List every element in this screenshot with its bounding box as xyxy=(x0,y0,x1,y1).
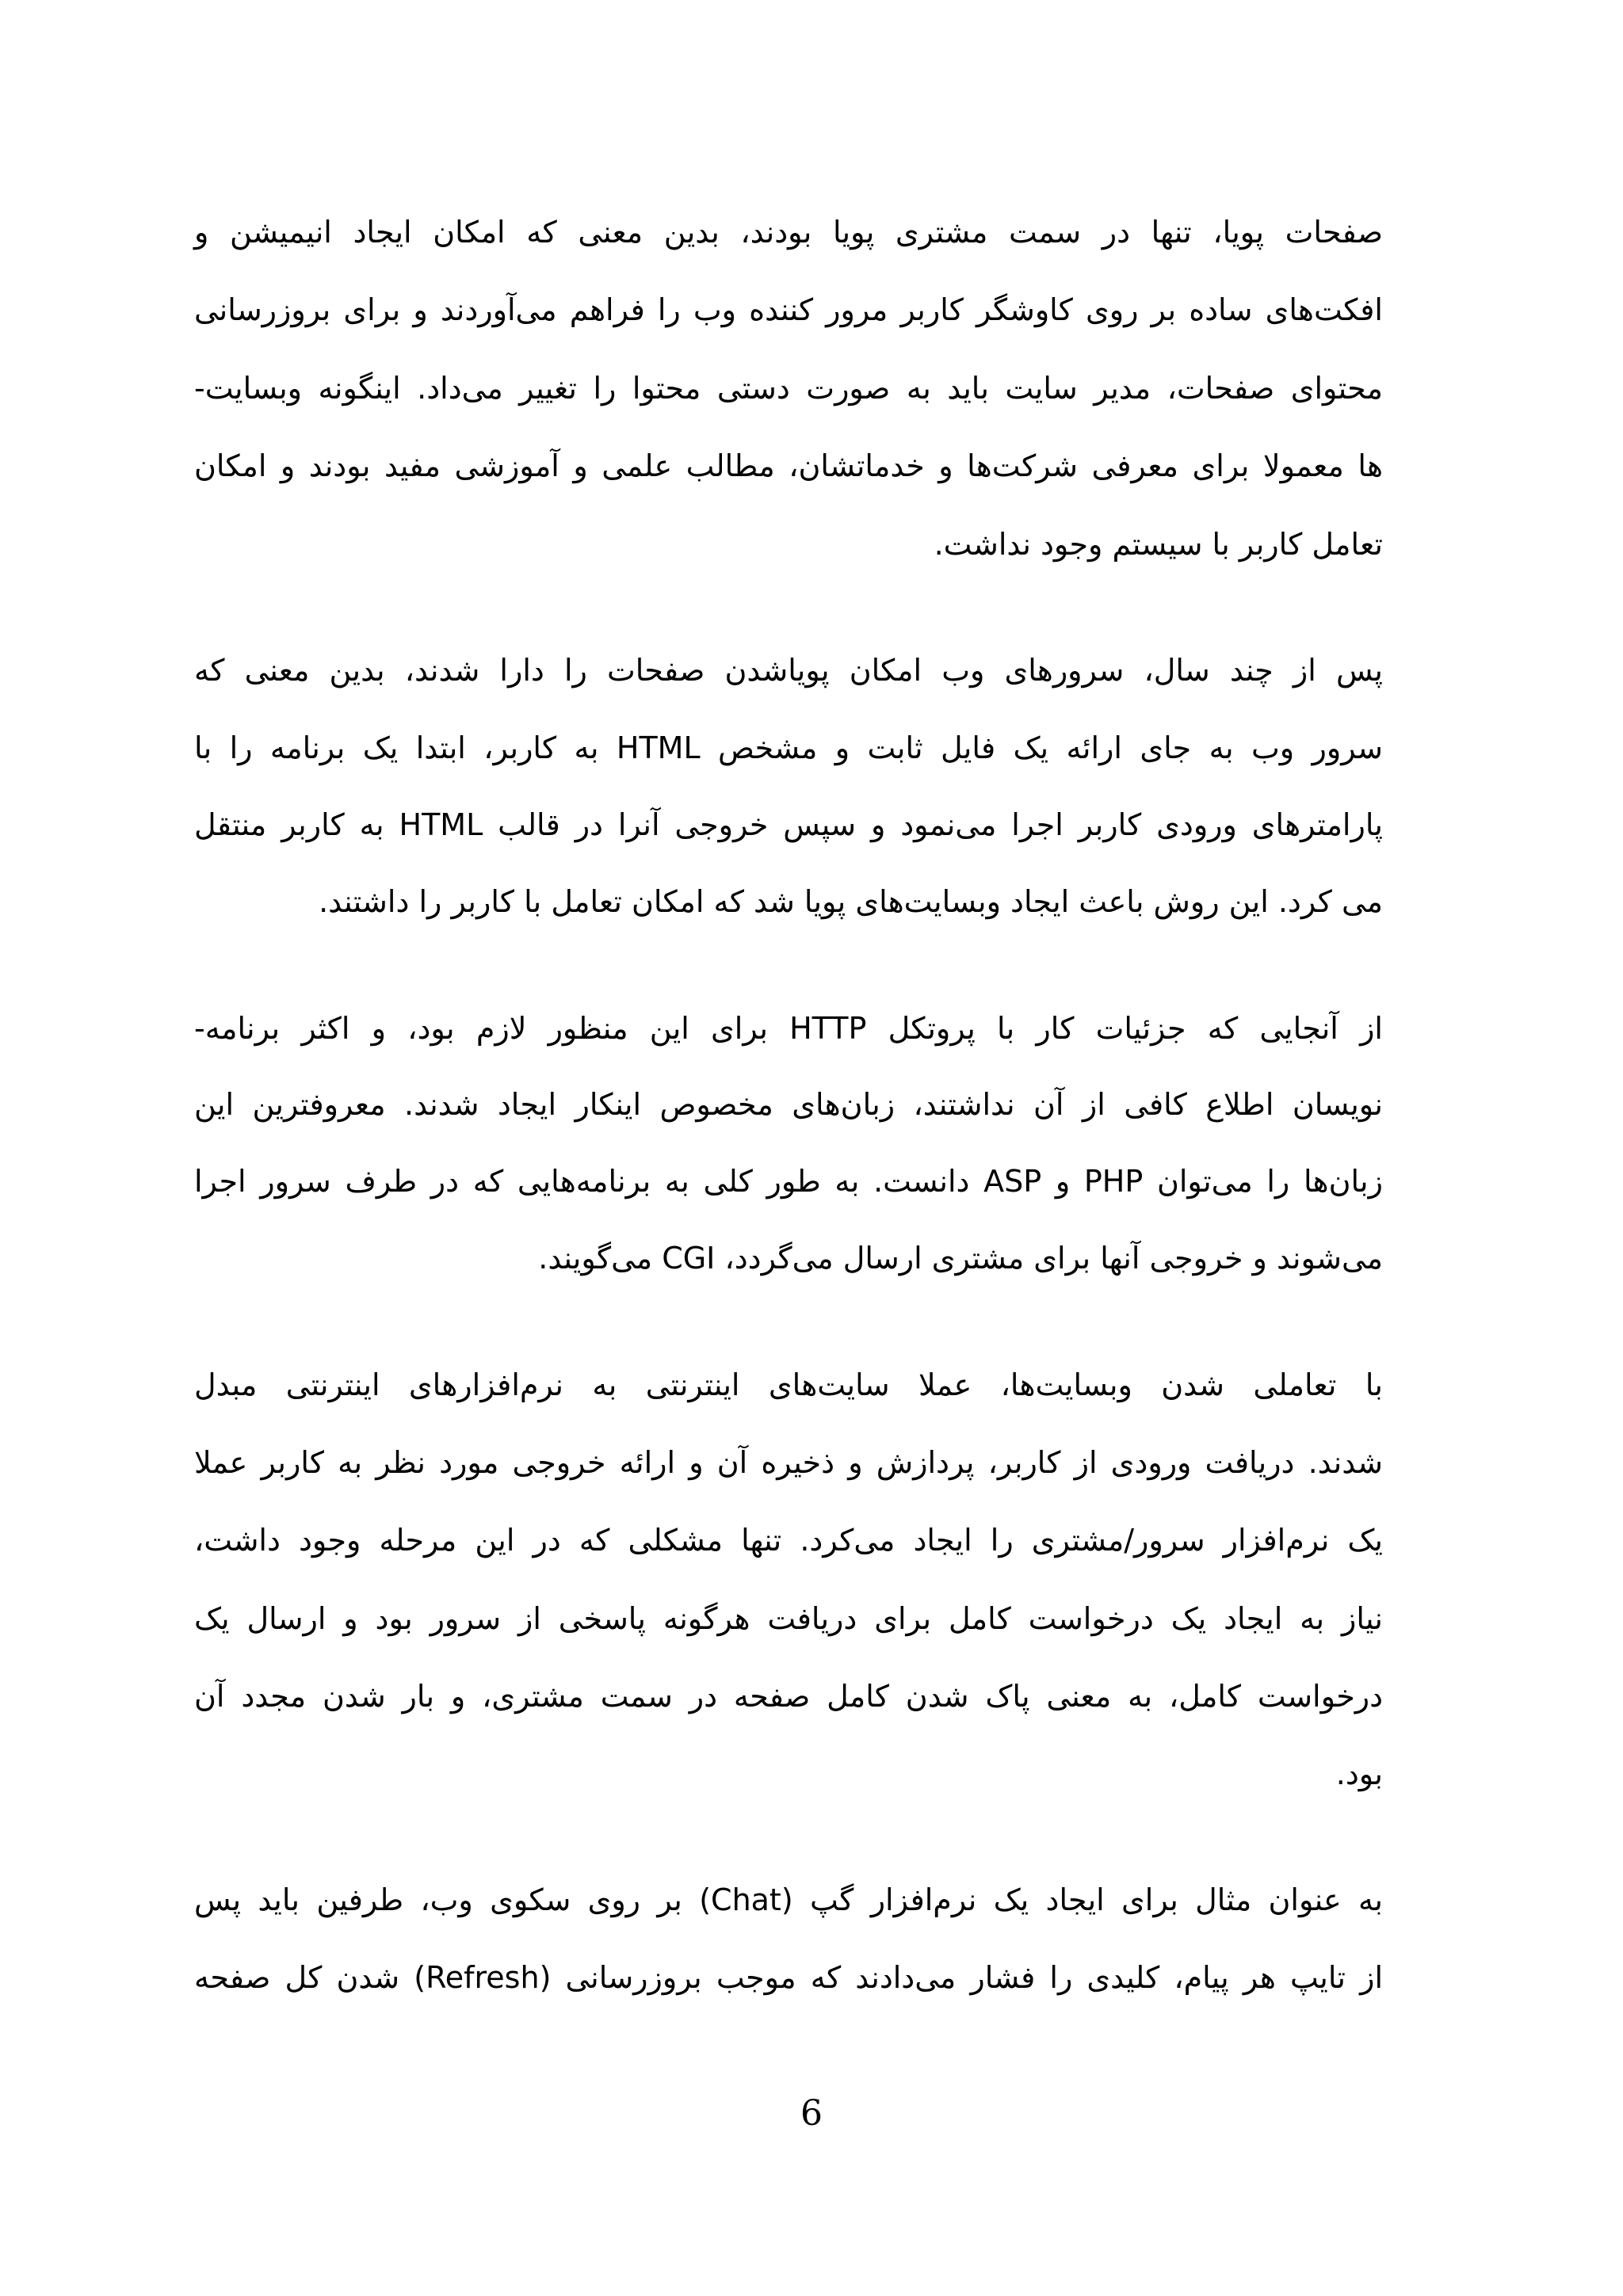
text-line: پارامترهای ورودی کاربر اجرا می‌نمود و سپس خروجی آنرا در قالب HTML به کاربر منتقل xyxy=(194,807,1383,842)
text-line: با تعاملی شدن وبسایت‌ها، عملا سایت‌های اینترنتی به نرم‌افزارهای اینترنتی مبدل xyxy=(194,1367,1383,1402)
text-line: درخواست کامل، به معنی پاک شدن کامل صفحه در سمت مشتری، و بار شدن مجدد آن xyxy=(194,1679,1383,1714)
text-line: بود. xyxy=(1335,1756,1383,1791)
text-line: افکت‌های ساده بر روی کاوشگر کاربر مرور کننده وب را فراهم می‌آوردند و برای بروزرسانی xyxy=(194,292,1383,327)
text-line: از آنجایی که جزئیات کار با پروتکل HTTP برای این منظور لازم بود، و اکثر برنامه- xyxy=(194,1011,1383,1046)
text-line: صفحات پویا، تنها در سمت مشتری پویا بودند، بدین معنی که امکان ایجاد انیمیشن و xyxy=(194,215,1383,250)
text-line: می کرد. این روش باعث ایجاد وبسایت‌های پویا شد که امکان تعامل با کاربر را داشتند. xyxy=(319,884,1383,919)
text-line: پس از چند سال، سرورهای وب امکان پویاشدن صفحات را دارا شدند، بدین معنی که xyxy=(194,653,1383,688)
text-line: نیاز به ایجاد یک درخواست کامل برای دریافت هرگونه پاسخی از سرور بود و ارسال یک xyxy=(194,1601,1383,1636)
text-line: شدند. دریافت ورودی از کاربر، پردازش و ذخیره آن و ارائه خروجی مورد نظر به کاربر عملا xyxy=(194,1445,1383,1480)
document-page xyxy=(194,0,1383,2296)
text-line: نویسان اطلاع کافی از آن نداشتند، زبان‌های مخصوص اینکار ایجاد شدند. معروفترین این xyxy=(194,1087,1383,1122)
text-line: محتوای صفحات، مدیر سایت باید به صورت دستی محتوا را تغییر می‌داد. اینگونه وبسایت- xyxy=(194,371,1383,406)
text-line: می‌شوند و خروجی آنها برای مشتری ارسال می‌گردد، CGI می‌گویند. xyxy=(538,1241,1383,1276)
page-number: 6 xyxy=(800,2093,823,2134)
text-line: یک نرم‌افزار سرور/مشتری را ایجاد می‌کرد. تنها مشکلی که در این مرحله وجود داشت، xyxy=(194,1523,1383,1558)
text-line: به عنوان مثال برای ایجاد یک نرم‌افزار گپ (Chat) بر روی سکوی وب، طرفین باید پس xyxy=(194,1882,1383,1917)
text-line: ها معمولا برای معرفی شرکت‌ها و خدماتشان، مطالب علمی و آموزشی مفید بودند و امکان xyxy=(194,448,1383,483)
text-line: سرور وب به جای ارائه یک فایل ثابت و مشخص HTML به کاربر، ابتدا یک برنامه را با xyxy=(194,730,1384,765)
text-line: زبان‌ها را می‌توان PHP و ASP دانست. به طور کلی به برنامه‌هایی که در طرف سرور اجرا xyxy=(194,1164,1383,1199)
text-line: تعامل کاربر با سیستم وجود نداشت. xyxy=(934,527,1383,562)
text-line: از تایپ هر پیام، کلیدی را فشار می‌دادند که موجب بروزرسانی (Refresh) شدن کل صفحه xyxy=(194,1960,1383,1995)
